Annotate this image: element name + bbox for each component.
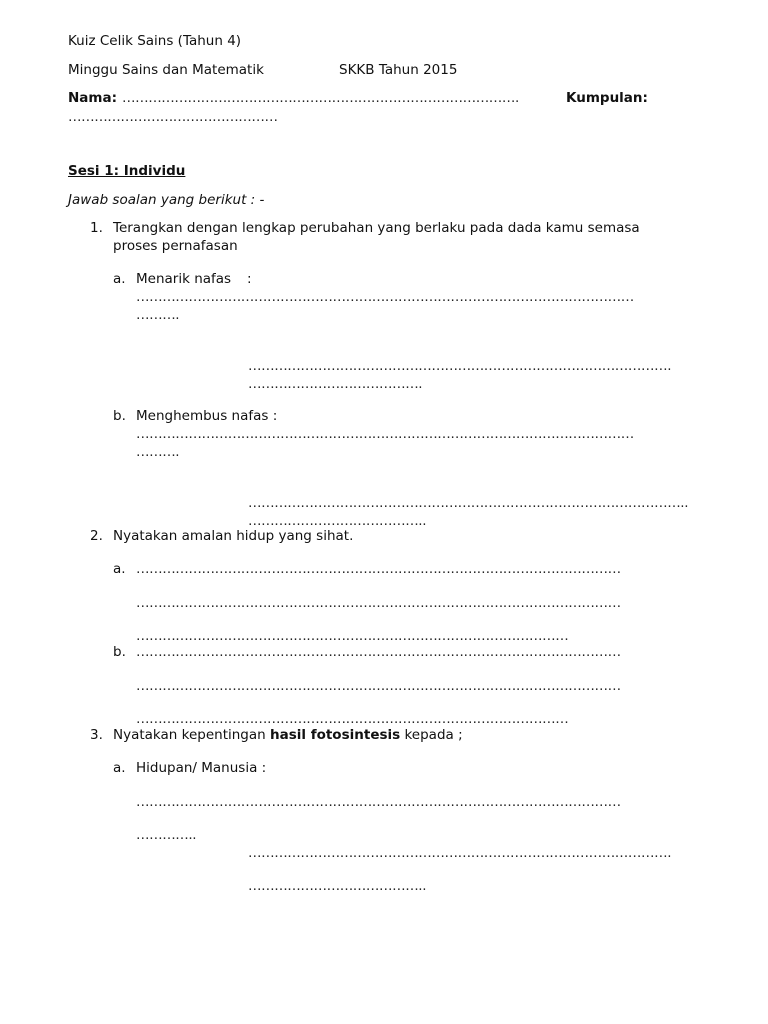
q1a-label: Menarik nafas xyxy=(136,271,232,287)
section-title: Sesi 1: Individu xyxy=(68,163,186,179)
q2b-answer-line3[interactable]: ……………………………………………………………………………………… xyxy=(136,711,569,727)
program-year: SKKB Tahun 2015 xyxy=(339,62,458,78)
q1b-marker: b. xyxy=(113,408,126,424)
q1-number: 1. xyxy=(90,220,103,236)
q1b-answer-line3[interactable]: ……………………………………………………………………………………….. xyxy=(248,495,689,511)
q3-text-pre: Nyatakan kepentingan xyxy=(113,727,266,743)
q2a-marker: a. xyxy=(113,561,126,577)
q1b-answer-line4[interactable]: ………………………………….. xyxy=(248,513,427,529)
q1b-answer-line2[interactable]: ………. xyxy=(136,444,180,460)
q2b-answer-line2[interactable]: ………………………………………………………………………………………………… xyxy=(136,678,621,694)
q3a-answer-line3[interactable]: ……………………………………………………………………………………. xyxy=(248,845,672,861)
q1a-answer-line3[interactable]: ……………………………………………………………………………………. xyxy=(248,358,672,374)
q1a-marker: a. xyxy=(113,271,126,287)
q2a-answer-line1[interactable]: ………………………………………………………………………………………………… xyxy=(136,561,621,577)
q2-number: 2. xyxy=(90,528,103,544)
q2a-answer-line2[interactable]: ………………………………………………………………………………………………… xyxy=(136,595,621,611)
q3-text-post: kepada ; xyxy=(404,727,463,743)
q3a-answer-line2[interactable]: ………….. xyxy=(136,827,197,843)
q2b-answer-line1[interactable]: ………………………………………………………………………………………………… xyxy=(136,644,621,660)
section-instruction: Jawab soalan yang berikut : - xyxy=(68,192,265,208)
q3a-answer-line1[interactable]: ………………………………………………………………………………………………… xyxy=(136,794,621,810)
q2a-answer-line3[interactable]: ……………………………………………………………………………………… xyxy=(136,628,569,644)
event-name: Minggu Sains dan Matematik xyxy=(68,62,264,78)
q3a-answer-line4[interactable]: ………………………………….. xyxy=(248,878,427,894)
q1-text-line1: Terangkan dengan lengkap perubahan yang berlaku pada dada kamu semasa xyxy=(113,220,640,236)
name-field[interactable]: ………………………………………………………………………………. xyxy=(122,90,519,106)
group-label: Kumpulan: xyxy=(566,90,648,106)
quiz-title: Kuiz Celik Sains (Tahun 4) xyxy=(68,33,242,49)
q1a-answer-line2[interactable]: ………. xyxy=(136,307,180,323)
q3a-label: Hidupan/ Manusia : xyxy=(136,760,267,776)
q3-number: 3. xyxy=(90,727,103,743)
q1a-answer-line4[interactable]: …………………………………. xyxy=(248,376,423,392)
q3-text xyxy=(113,727,463,744)
q2b-marker: b. xyxy=(113,644,126,660)
q1a-colon: : xyxy=(247,271,252,287)
q1-text-line2: proses pernafasan xyxy=(113,238,238,254)
group-field[interactable]: ………………………………………… xyxy=(68,109,278,125)
q3-text-emphasis: hasil fotosintesis xyxy=(270,727,401,743)
q1b-label: Menghembus nafas : xyxy=(136,408,278,424)
name-label: Nama: xyxy=(68,90,117,106)
q2-text: Nyatakan amalan hidup yang sihat. xyxy=(113,528,354,544)
q1a-answer-line1[interactable]: …………………………………………………………………………………………………… xyxy=(136,289,634,305)
q1b-answer-line1[interactable]: …………………………………………………………………………………………………… xyxy=(136,426,634,442)
q3a-marker: a. xyxy=(113,760,126,776)
